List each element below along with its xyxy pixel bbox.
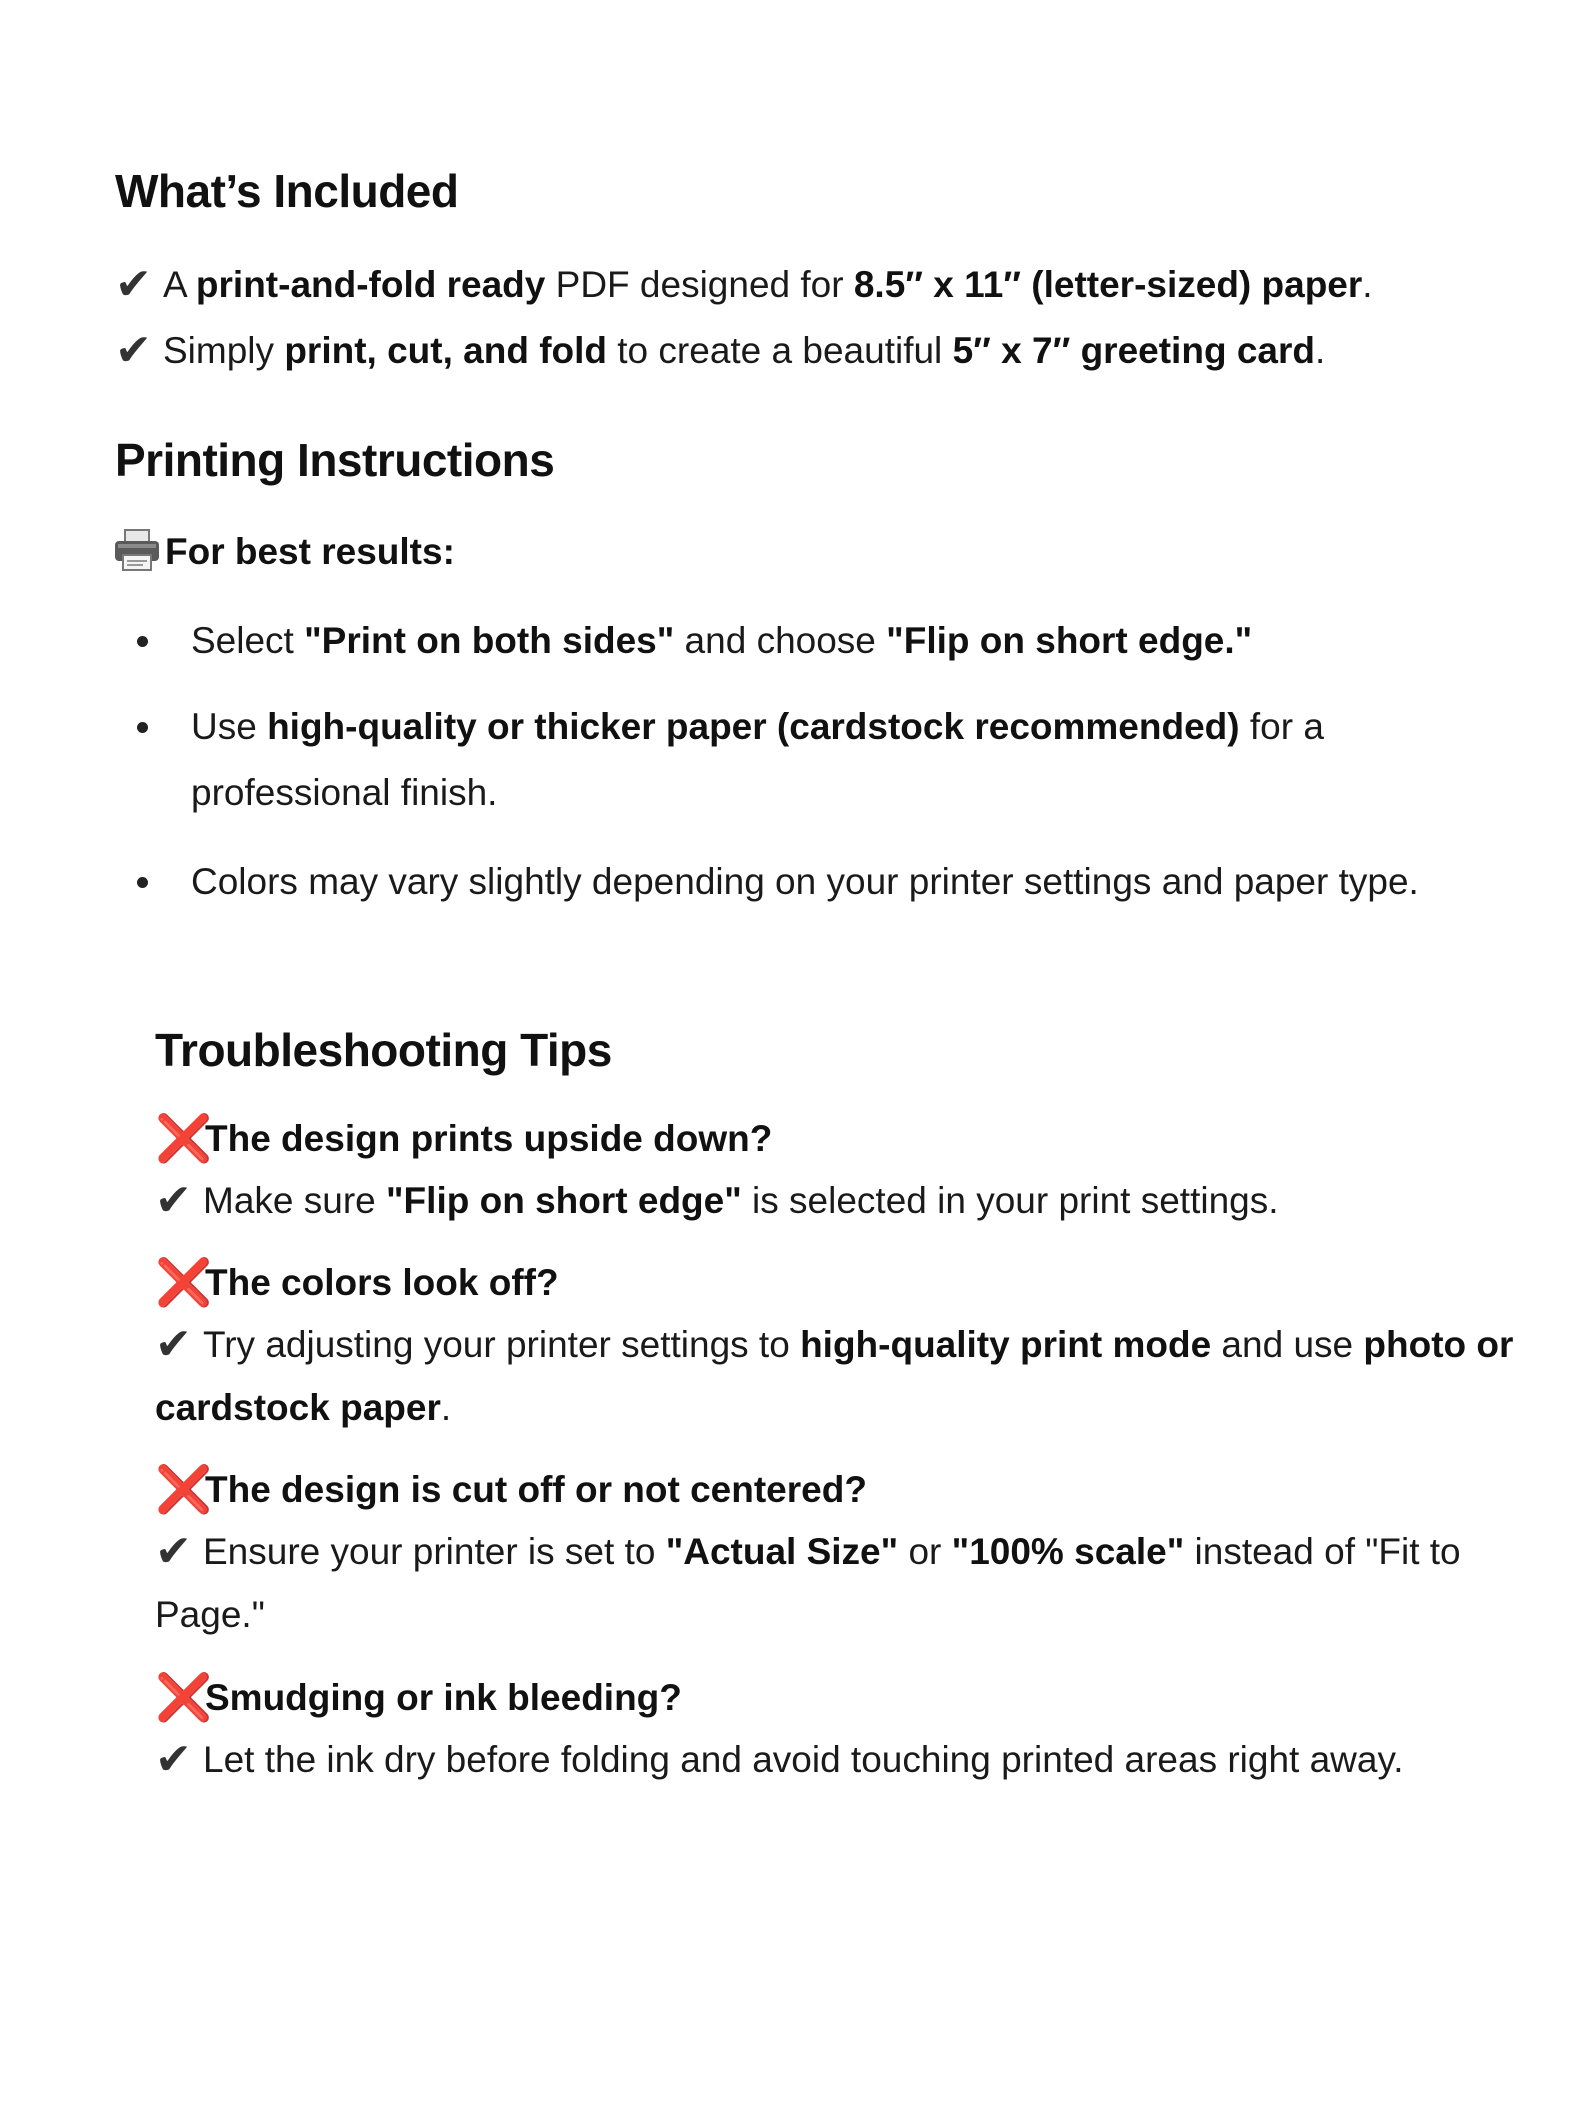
printing-bullet-item: Select "Print on both sides" and choose "Flip on short edge." xyxy=(191,620,1253,661)
tip-problem: ❌Smudging or ink bleeding? xyxy=(155,1664,682,1731)
checkmark-icon: ✔ xyxy=(115,260,152,309)
section-heading-troubleshooting: Troubleshooting Tips xyxy=(155,1024,612,1076)
checkmark-icon: ✔ xyxy=(155,1320,192,1369)
printing-bullet-item-continued: professional finish. xyxy=(191,772,498,813)
tip-fix: ✔ Make sure "Flip on short edge" is selected in your print settings. xyxy=(155,1168,1279,1234)
cross-icon: ❌ xyxy=(155,1112,213,1164)
tip-fix: ✔ Let the ink dry before folding and avoid touching printed areas right away. xyxy=(155,1727,1404,1793)
cross-icon: ❌ xyxy=(155,1256,213,1308)
bullet-dot xyxy=(137,722,148,733)
section-heading-printing-instructions: Printing Instructions xyxy=(115,434,555,486)
bullet-dot xyxy=(137,877,148,888)
tip-fix: ✔ Try adjusting your printer settings to high-quality print mode and use photo or xyxy=(155,1312,1513,1378)
printing-bullet-item: Colors may vary slightly depending on your printer settings and paper type. xyxy=(191,861,1419,902)
best-results-label: For best results: xyxy=(113,519,455,585)
included-item: ✔ Simply print, cut, and fold to create a beautiful 5″ x 7″ greeting card. xyxy=(115,318,1325,384)
included-item: ✔ A print-and-fold ready PDF designed for 8.5″ x 11″ (letter-sized) paper. xyxy=(115,252,1373,318)
printer-icon xyxy=(113,527,161,571)
printing-bullet-item: Use high-quality or thicker paper (cardstock recommended) for a xyxy=(191,706,1324,747)
tip-fix-continued: cardstock paper. xyxy=(155,1387,452,1428)
tip-fix-continued: Page." xyxy=(155,1594,265,1635)
tip-problem: ❌The design prints upside down? xyxy=(155,1105,772,1172)
section-heading-whats-included: What’s Included xyxy=(115,165,459,217)
tip-fix: ✔ Ensure your printer is set to "Actual Size" or "100% scale" instead of "Fit to xyxy=(155,1519,1461,1585)
checkmark-icon: ✔ xyxy=(155,1735,192,1784)
tip-problem: ❌The colors look off? xyxy=(155,1249,559,1316)
cross-icon: ❌ xyxy=(155,1671,213,1723)
checkmark-icon: ✔ xyxy=(155,1527,192,1576)
cross-icon: ❌ xyxy=(155,1463,213,1515)
checkmark-icon: ✔ xyxy=(155,1176,192,1225)
bullet-dot xyxy=(137,636,148,647)
tip-problem: ❌The design is cut off or not centered? xyxy=(155,1456,867,1523)
checkmark-icon: ✔ xyxy=(115,326,152,375)
